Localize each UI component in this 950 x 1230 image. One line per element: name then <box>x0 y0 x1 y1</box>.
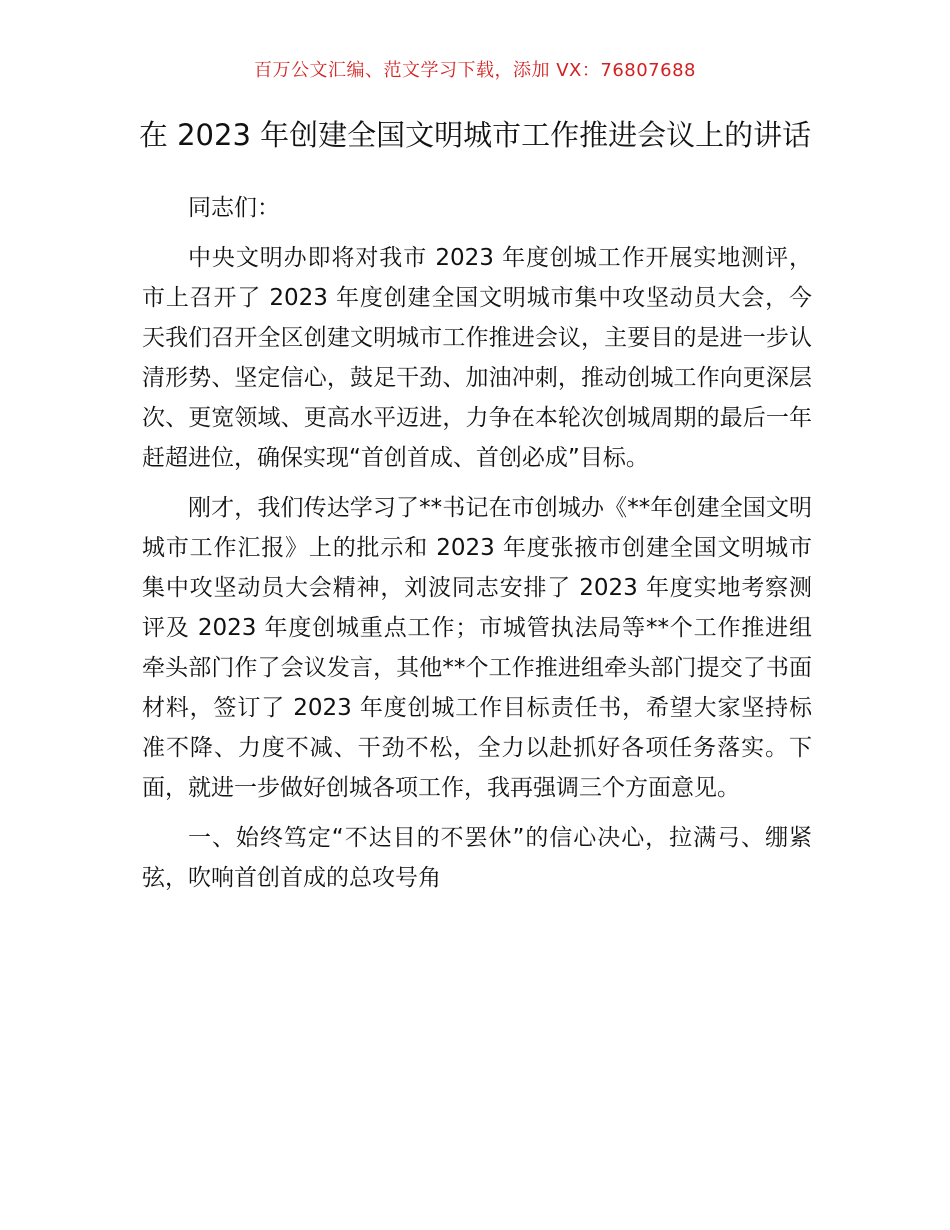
header-watermark-note: 百万公文汇编、范文学习下载，添加 VX：76807688 <box>254 60 696 81</box>
document-title: 在 2023 年创建全国文明城市工作推进会议上的讲话 <box>138 118 812 152</box>
section-heading-paragraph: 一、始终笃定“不达目的不罢休”的信心决心，拉满弓、绷紧弦，吹响首创首成的总攻号角 <box>142 825 812 891</box>
document-body <box>142 188 812 908</box>
salutation-paragraph: 同志们： <box>188 195 280 221</box>
body-paragraph: 中央文明办即将对我市 2023 年度创城工作开展实地测评，市上召开了 2023 年度创建全国文明城市集中攻坚动员大会，今天我们召开全区创建文明城市工作推进会议，主要目的是进一步认清形势、坚定信心，鼓足干劲、加油冲刺，推动创城工作向更深层次、更宽领域、更高水平迈进，力争在本轮次创城周期的最后一年赶超进位，确保实现“首创首成、首创必成”目标。 <box>142 245 812 471</box>
body-paragraph: 刚才，我们传达学习了**书记在市创城办《**年创建全国文明城市工作汇报》上的批示和 2023 年度张掖市创建全国文明城市集中攻坚动员大会精神，刘波同志安排了 2023 年度实地考察测评及 2023 年度创城重点工作；市城管执法局等**个工作推进组牵头部门作了会议发言，其他**个工作推进组牵头部门提交了书面材料，签订了 2023 年度创城工作目标责任书，希望大家坚持标准不降、力度不减、干劲不松，全力以赴抓好各项任务落实。下面，就进一步做好创城各项工作，我再强调三个方面意见。 <box>142 495 812 801</box>
